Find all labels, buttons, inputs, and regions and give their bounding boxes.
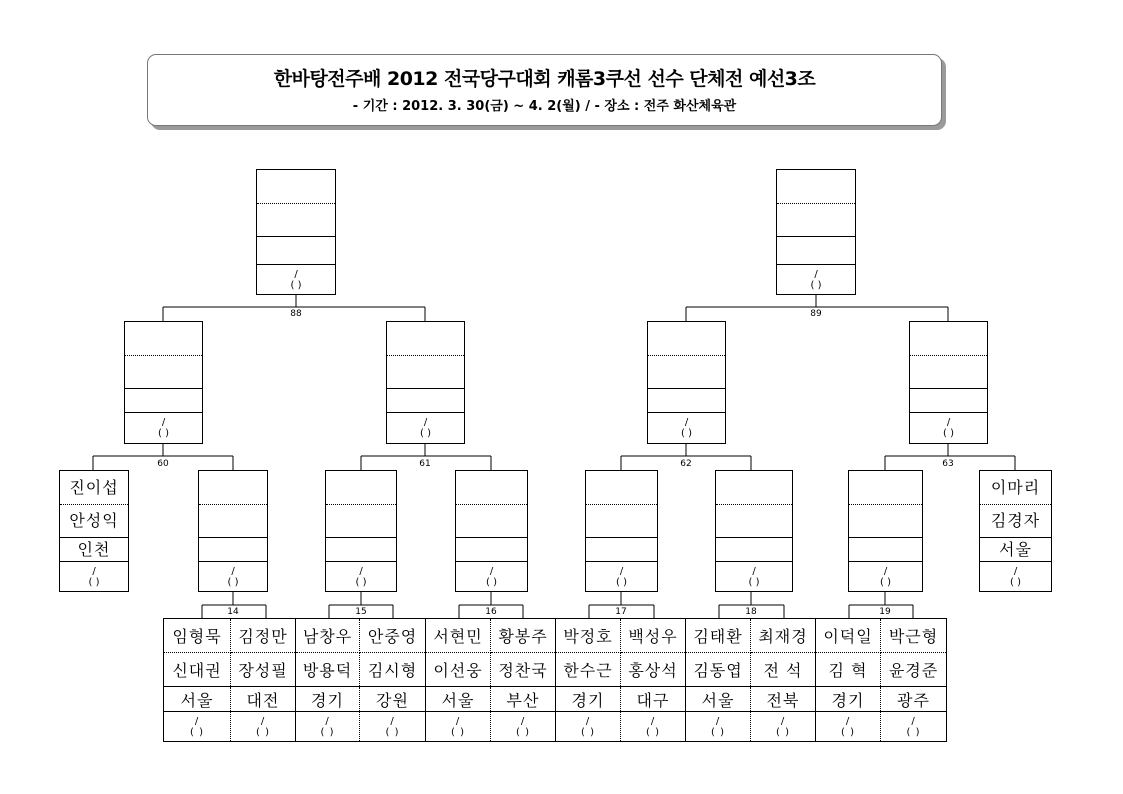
- score-paren: ( ): [451, 726, 465, 738]
- region-slot: [387, 389, 464, 413]
- team-player2: 한수근: [556, 653, 621, 687]
- page-title: 한바탕전주배 2012 전국당구대회 캐롬3쿠선 선수 단체전 예선3조: [273, 68, 816, 90]
- score-slash: /: [684, 417, 689, 428]
- team-score: [686, 712, 751, 742]
- team-player2: 홍상석: [621, 653, 686, 687]
- region-slot: [910, 389, 987, 413]
- team-score: [816, 712, 881, 742]
- player1-slot: [849, 471, 922, 505]
- match-number: 61: [419, 459, 431, 469]
- score-paren: ( ): [158, 428, 169, 439]
- score-paren: ( ): [320, 726, 335, 738]
- team-score: [231, 712, 296, 742]
- score-slot: [648, 413, 725, 443]
- team-player1: 안중영: [360, 619, 426, 653]
- team-score: [164, 712, 231, 742]
- score-paren: ( ): [711, 726, 725, 738]
- score-paren: ( ): [420, 428, 431, 439]
- player1-slot: [456, 471, 527, 505]
- score-paren: ( ): [776, 726, 790, 738]
- page-subtitle: - 기간 : 2012. 3. 30(금) ~ 4. 2(월) / - 장소 : 전주 화산체육관: [352, 99, 737, 114]
- team-region: 대구: [621, 687, 686, 712]
- score-slot: [849, 562, 922, 591]
- team-region: 전북: [751, 687, 816, 712]
- match-number: 16: [485, 607, 497, 617]
- player1-slot: [586, 471, 657, 505]
- score-slash: /: [260, 715, 266, 727]
- player2-slot: [257, 204, 335, 237]
- team-player1: 박정호: [556, 619, 621, 653]
- player1-slot: [648, 322, 725, 356]
- first-round-table: [163, 618, 947, 742]
- score-slash: /: [231, 566, 235, 577]
- team-player2: 정찬국: [491, 653, 556, 687]
- semifinal-winner-box-left: [256, 169, 336, 295]
- team-player2: 이선웅: [426, 653, 491, 687]
- team-player2: 김동엽: [686, 653, 751, 687]
- score-paren: ( ): [906, 726, 921, 738]
- round2-box-2: [325, 470, 397, 592]
- score-slash: /: [883, 566, 888, 577]
- team-player2: 김시형: [360, 653, 426, 687]
- player2-slot: [387, 356, 464, 389]
- player2-slot: [586, 505, 657, 538]
- score-slot: [387, 413, 464, 443]
- quarterfinal-box-1: [124, 321, 203, 444]
- match-number: 62: [680, 459, 692, 469]
- team-score: [296, 712, 360, 742]
- team-region: 서울: [686, 687, 751, 712]
- score-paren: ( ): [256, 726, 270, 738]
- score-slash: /: [946, 417, 951, 428]
- match-number: 60: [157, 459, 169, 469]
- score-slash: /: [194, 715, 200, 727]
- match-number: 15: [355, 607, 367, 617]
- quarterfinal-box-2: [386, 321, 465, 444]
- player1-slot: 이마리: [980, 471, 1051, 505]
- match-number: 63: [942, 459, 954, 469]
- round2-box-1: [198, 470, 268, 592]
- region-slot: 인천: [60, 538, 128, 562]
- team-region: 경기: [556, 687, 621, 712]
- team-player2: 방용덕: [296, 653, 360, 687]
- score-paren: ( ): [616, 577, 627, 588]
- score-slot: [456, 562, 527, 591]
- team-score: [556, 712, 621, 742]
- score-slot: [60, 562, 128, 591]
- team-player1: 이덕일: [816, 619, 881, 653]
- player1-slot: [199, 471, 267, 505]
- seed-box-left: [59, 470, 129, 592]
- score-slash: /: [780, 715, 786, 727]
- player1-slot: [910, 322, 987, 356]
- score-slash: /: [814, 269, 818, 280]
- team-score: [426, 712, 491, 742]
- team-player1: 김태환: [686, 619, 751, 653]
- score-paren: ( ): [88, 577, 100, 588]
- player2-slot: 김경자: [980, 505, 1051, 538]
- team-region: 대전: [231, 687, 296, 712]
- quarterfinal-box-4: [909, 321, 988, 444]
- score-slot: [980, 562, 1051, 591]
- region-slot: [125, 389, 202, 413]
- team-score: [621, 712, 686, 742]
- score-slash: /: [650, 715, 656, 727]
- player2-slot: [716, 505, 792, 538]
- team-score: [881, 712, 947, 742]
- team-player1: 김정만: [231, 619, 296, 653]
- score-paren: ( ): [748, 577, 760, 588]
- score-slash: /: [423, 417, 428, 428]
- player1-slot: 진이섭: [60, 471, 128, 505]
- region-slot: [199, 538, 267, 562]
- team-region: 경기: [816, 687, 881, 712]
- score-slash: /: [845, 715, 851, 727]
- region-slot: [257, 237, 335, 265]
- region-slot: [777, 237, 855, 265]
- score-slot: [716, 562, 792, 591]
- player1-slot: [326, 471, 396, 505]
- score-slash: /: [390, 715, 395, 727]
- score-slash: /: [161, 417, 166, 428]
- score-slash: /: [715, 715, 721, 727]
- score-paren: ( ): [486, 577, 497, 588]
- score-slash: /: [619, 566, 624, 577]
- player2-slot: [777, 204, 855, 237]
- region-slot: [648, 389, 725, 413]
- match-number: 89: [810, 309, 822, 319]
- team-score: [751, 712, 816, 742]
- score-slash: /: [752, 566, 756, 577]
- score-slash: /: [325, 715, 330, 727]
- score-paren: ( ): [290, 280, 302, 291]
- score-slash: /: [294, 269, 298, 280]
- round2-box-6: [848, 470, 923, 592]
- round2-box-3: [455, 470, 528, 592]
- score-paren: ( ): [943, 428, 954, 439]
- player1-slot: [125, 322, 202, 356]
- score-slash: /: [585, 715, 591, 727]
- score-paren: ( ): [681, 428, 692, 439]
- semifinal-winner-box-right: [776, 169, 856, 295]
- player2-slot: [199, 505, 267, 538]
- score-slash: /: [455, 715, 461, 727]
- seed-box-right: [979, 470, 1052, 592]
- team-player1: 박근형: [881, 619, 947, 653]
- team-player2: 김 혁: [816, 653, 881, 687]
- score-paren: ( ): [355, 577, 367, 588]
- score-paren: ( ): [841, 726, 855, 738]
- match-number: 88: [290, 309, 302, 319]
- player1-slot: [777, 170, 855, 204]
- score-slash: /: [92, 566, 96, 577]
- score-slot: [125, 413, 202, 443]
- team-player1: 백성우: [621, 619, 686, 653]
- team-region: 서울: [426, 687, 491, 712]
- team-score: [491, 712, 556, 742]
- region-slot: [326, 538, 396, 562]
- match-number: 18: [745, 607, 757, 617]
- score-paren: ( ): [516, 726, 530, 738]
- region-slot: [716, 538, 792, 562]
- score-slot: [910, 413, 987, 443]
- region-slot: 서울: [980, 538, 1051, 562]
- player2-slot: [910, 356, 987, 389]
- score-slash: /: [1013, 566, 1018, 577]
- player2-slot: [648, 356, 725, 389]
- score-slot: [199, 562, 267, 591]
- score-paren: ( ): [880, 577, 891, 588]
- team-player2: 장성필: [231, 653, 296, 687]
- player2-slot: [125, 356, 202, 389]
- team-player1: 최재경: [751, 619, 816, 653]
- score-slash: /: [359, 566, 363, 577]
- score-paren: ( ): [227, 577, 239, 588]
- team-player1: 남창우: [296, 619, 360, 653]
- match-number: 17: [615, 607, 627, 617]
- player2-slot: [326, 505, 396, 538]
- team-player1: 서현민: [426, 619, 491, 653]
- score-slot: [257, 265, 335, 294]
- team-region: 부산: [491, 687, 556, 712]
- score-slash: /: [489, 566, 494, 577]
- quarterfinal-box-3: [647, 321, 726, 444]
- team-player2: 신대권: [164, 653, 231, 687]
- player2-slot: [849, 505, 922, 538]
- score-slash: /: [911, 715, 916, 727]
- match-number: 19: [879, 607, 891, 617]
- score-paren: ( ): [646, 726, 660, 738]
- player1-slot: [257, 170, 335, 204]
- score-paren: ( ): [385, 726, 400, 738]
- round2-box-5: [715, 470, 793, 592]
- player1-slot: [716, 471, 792, 505]
- score-paren: ( ): [1010, 577, 1021, 588]
- player2-slot: 안성익: [60, 505, 128, 538]
- region-slot: [456, 538, 527, 562]
- team-region: 경기: [296, 687, 360, 712]
- score-slot: [777, 265, 855, 294]
- score-slash: /: [520, 715, 526, 727]
- team-score: [360, 712, 426, 742]
- team-region: 강원: [360, 687, 426, 712]
- team-region: 광주: [881, 687, 947, 712]
- score-slot: [586, 562, 657, 591]
- region-slot: [586, 538, 657, 562]
- team-player1: 임형묵: [164, 619, 231, 653]
- match-number: 14: [227, 607, 239, 617]
- score-paren: ( ): [581, 726, 595, 738]
- player1-slot: [387, 322, 464, 356]
- team-player2: 전 석: [751, 653, 816, 687]
- score-slot: [326, 562, 396, 591]
- score-paren: ( ): [810, 280, 822, 291]
- score-paren: ( ): [190, 726, 204, 738]
- team-player2: 윤경준: [881, 653, 947, 687]
- team-player1: 황봉주: [491, 619, 556, 653]
- player2-slot: [456, 505, 527, 538]
- team-region: 서울: [164, 687, 231, 712]
- round2-box-4: [585, 470, 658, 592]
- region-slot: [849, 538, 922, 562]
